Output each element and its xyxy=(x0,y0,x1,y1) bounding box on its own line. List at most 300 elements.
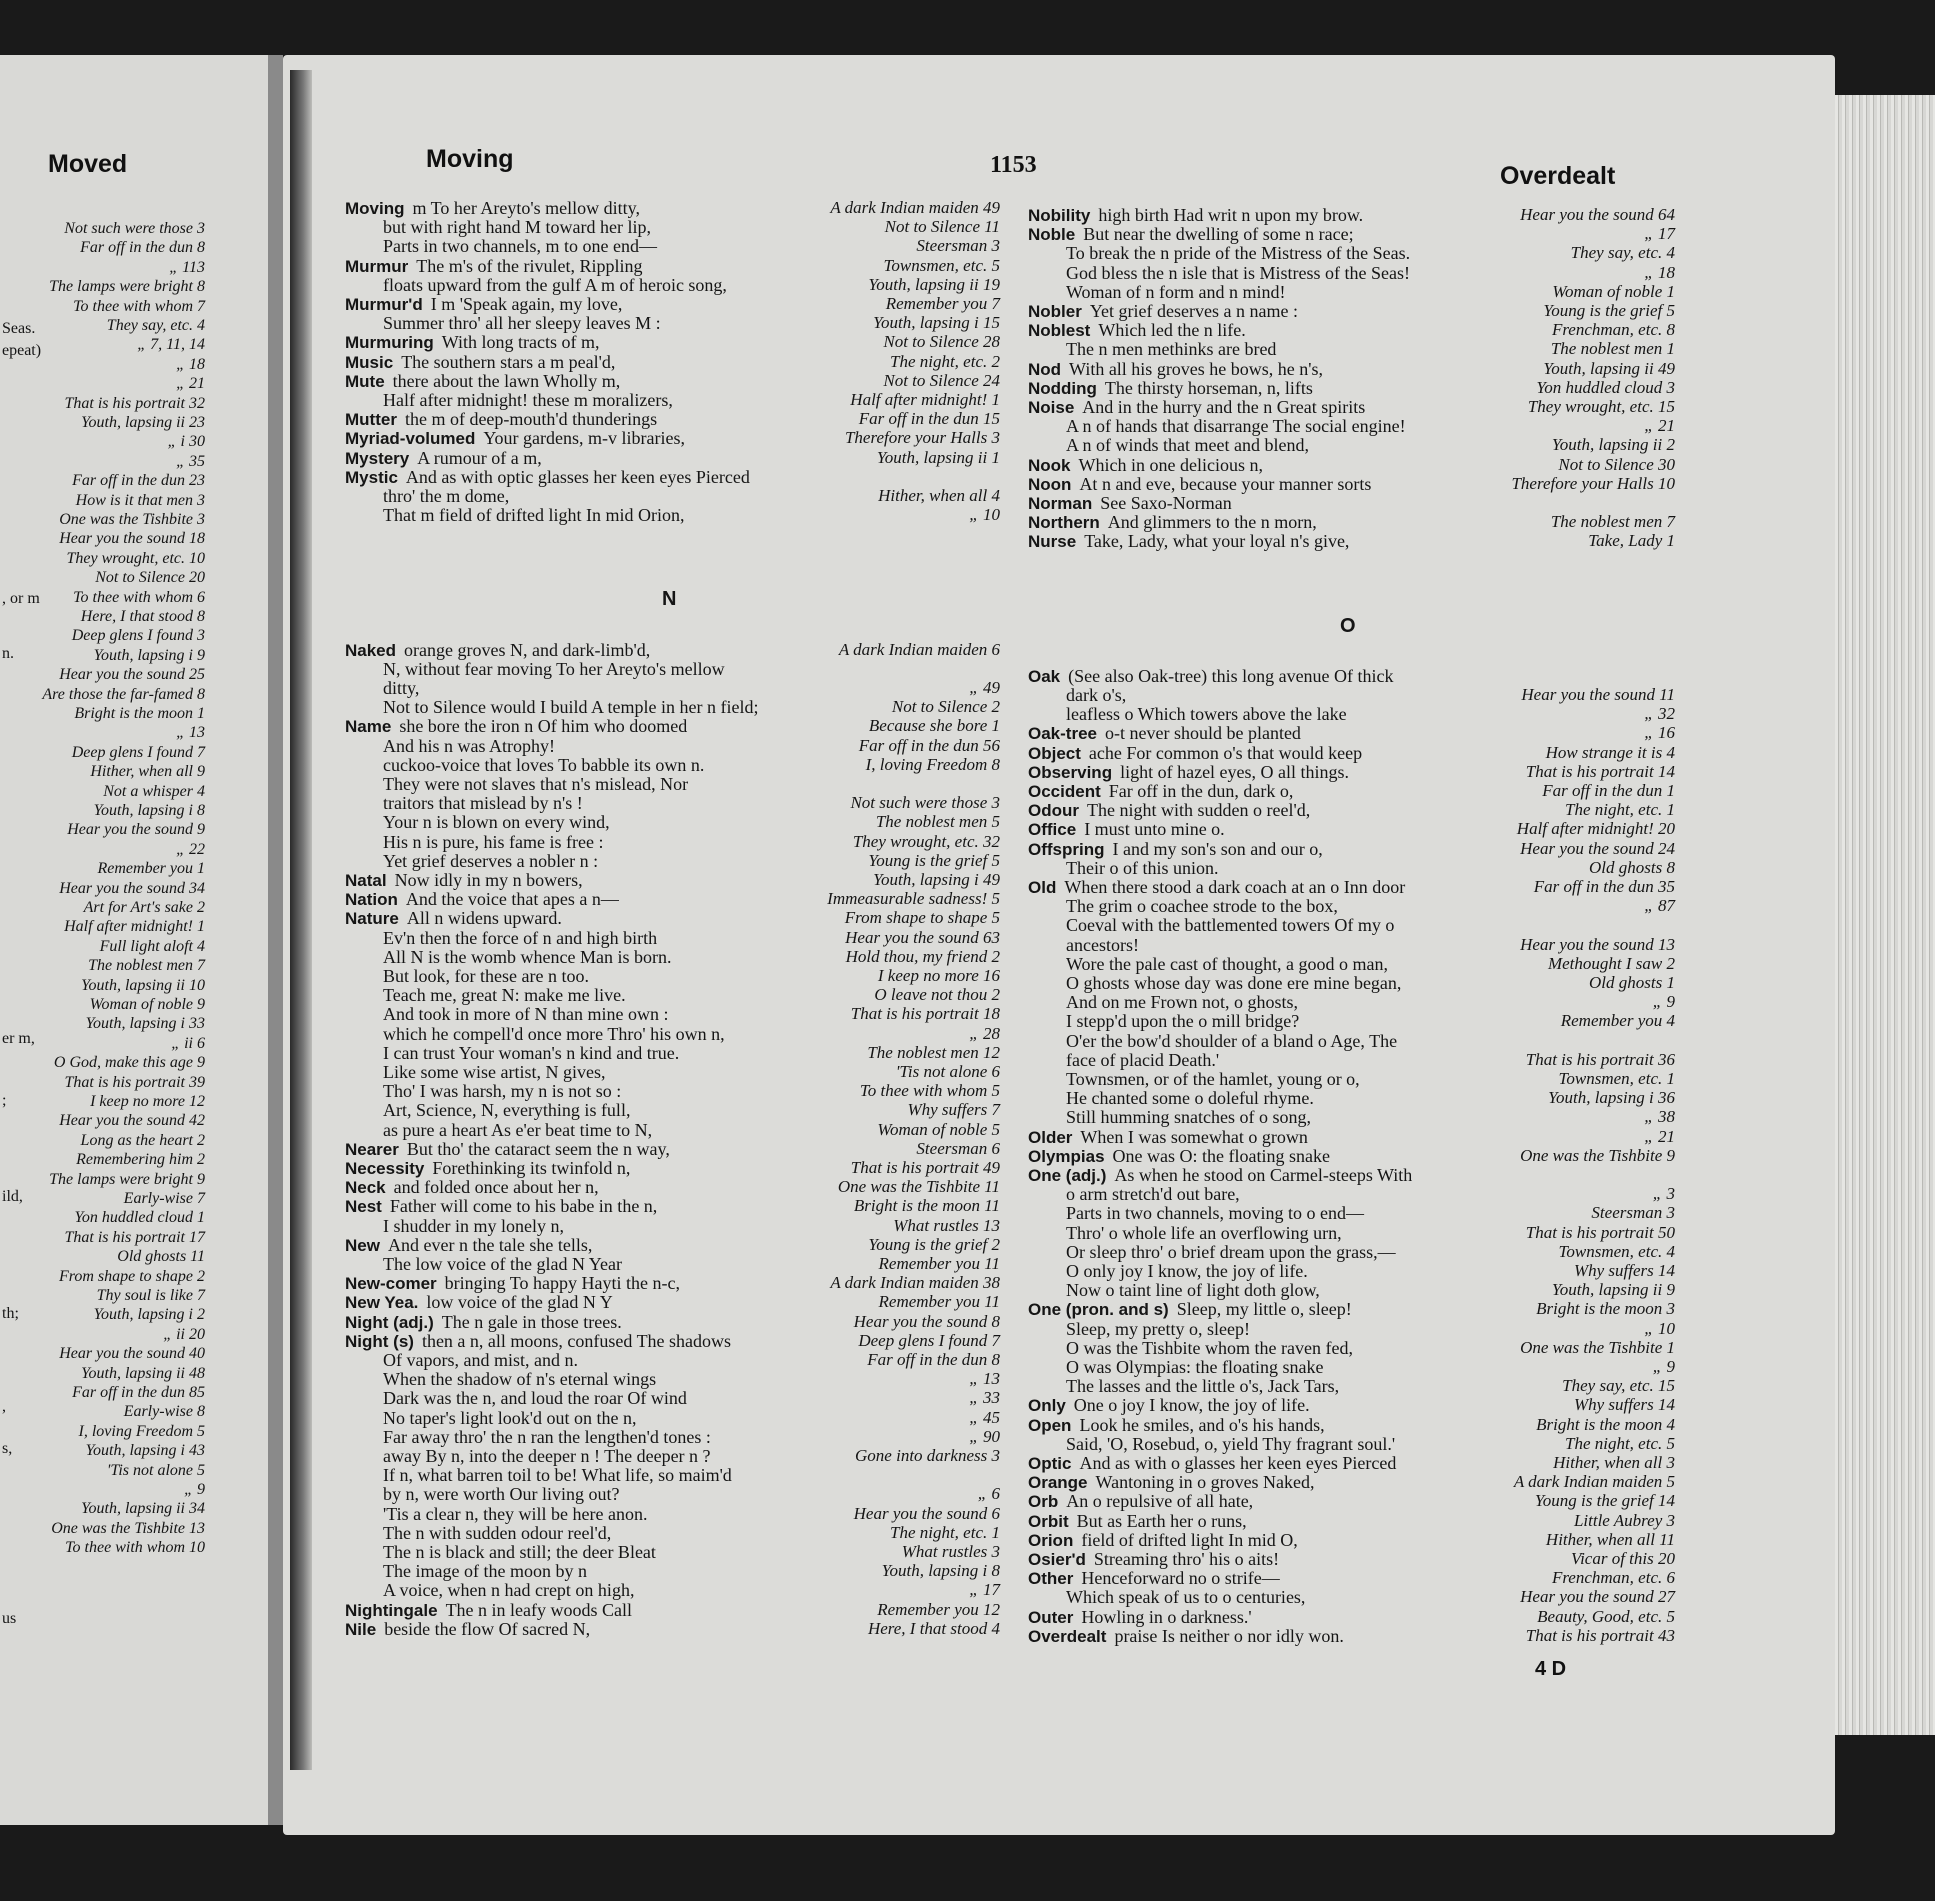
quotation: Look he smiles, and o's his hands, xyxy=(1079,1414,1325,1435)
poem-reference: Youth, lapsing i 8 xyxy=(881,1561,1000,1581)
poem-reference: „ 13 xyxy=(969,1369,1000,1389)
left-ref: Youth, lapsing ii 48 xyxy=(81,1364,205,1382)
quotation: No taper's light look'd out on the n, xyxy=(383,1407,637,1428)
left-ref: Youth, lapsing i 8 xyxy=(93,802,205,819)
poem-reference: „ 21 xyxy=(1644,416,1675,436)
headword: Mystic xyxy=(345,467,398,487)
index-line xyxy=(383,217,651,237)
headword: Orb xyxy=(1028,1492,1059,1512)
left-ref: Thy soul is like 7 xyxy=(96,1287,205,1304)
left-ref: Not to Silence 20 xyxy=(95,569,205,587)
quotation: The lasses and the little o's, Jack Tars, xyxy=(1066,1376,1340,1397)
index-line xyxy=(383,1388,687,1408)
poem-reference: Not to Silence 30 xyxy=(1558,454,1675,474)
quotation: Father will come to his babe in the n, xyxy=(389,1196,658,1217)
headword: Myriad-volumed xyxy=(345,429,476,449)
poem-reference: „ 38 xyxy=(1644,1107,1675,1127)
book-spine xyxy=(290,70,312,1770)
headword: Nobler xyxy=(1028,302,1082,321)
index-line xyxy=(383,812,610,832)
quotation: (See also Oak-tree) this long avenue Of thick xyxy=(1068,665,1394,686)
index-line xyxy=(1028,378,1313,398)
headword: Outer xyxy=(1028,1607,1074,1627)
quotation: Streaming thro' his o aits! xyxy=(1093,1549,1280,1569)
quotation: And the voice that apes a n— xyxy=(405,889,619,910)
index-line xyxy=(1066,435,1309,455)
index-line xyxy=(345,294,622,314)
index-line xyxy=(1066,1376,1339,1396)
poem-reference: Not to Silence 11 xyxy=(884,217,1000,237)
index-line xyxy=(383,851,598,871)
quotation: Said, 'O, Rosebud, o, yield Thy fragrant soul.' xyxy=(1066,1433,1396,1454)
poem-reference: One was the Tishbite 9 xyxy=(1520,1145,1675,1165)
index-line xyxy=(345,870,583,890)
quotation: Yet grief deserves a nobler n : xyxy=(383,850,599,871)
quotation: Take, Lady, what your loyal n's give, xyxy=(1084,531,1350,552)
quotation: o arm stretch'd out bare, xyxy=(1066,1184,1240,1205)
headword: Nodding xyxy=(1028,378,1097,398)
quotation: m To her Areyto's mellow ditty, xyxy=(412,198,640,218)
headword: Object xyxy=(1028,743,1081,763)
left-ref: Woman of noble 9 xyxy=(89,996,205,1013)
index-line xyxy=(1028,723,1301,743)
poem-reference: Therefore your Halls 10 xyxy=(1511,473,1675,493)
left-ref: The noblest men 7 xyxy=(88,957,205,975)
index-line xyxy=(345,1331,731,1351)
poem-reference: Half after midnight! 20 xyxy=(1516,819,1675,839)
headword: Nature xyxy=(345,909,399,929)
quotation: then a n, all moons, confused The shadows xyxy=(421,1330,732,1351)
poem-reference: Not to Silence 28 xyxy=(883,332,1000,352)
index-line xyxy=(345,467,750,487)
index-line xyxy=(1028,1415,1325,1435)
headword: Nod xyxy=(1028,359,1062,379)
poem-reference: Remember you 11 xyxy=(878,1254,1000,1273)
index-line xyxy=(1028,762,1349,782)
index-line xyxy=(345,1196,657,1216)
poem-reference: Youth, lapsing ii 1 xyxy=(876,447,1000,467)
poem-reference: Steersman 3 xyxy=(916,236,1000,256)
poem-reference: Gone into darkness 3 xyxy=(855,1446,1000,1465)
quotation: light of hazel eyes, O all things. xyxy=(1120,761,1350,782)
quotation: high birth Had writ n upon my brow. xyxy=(1098,205,1364,225)
index-line xyxy=(383,1561,587,1581)
quotation: leafless o Which towers above the lake xyxy=(1066,704,1347,725)
poem-reference: Far off in the dun 8 xyxy=(867,1350,1000,1369)
headword: Norman xyxy=(1028,494,1093,513)
index-line xyxy=(1028,743,1362,763)
quotation: But look, for these are n too. xyxy=(383,966,589,986)
quotation: When I was somewhat o grown xyxy=(1080,1126,1308,1147)
poem-reference: Therefore your Halls 3 xyxy=(844,428,1000,448)
headword: New-comer xyxy=(345,1274,437,1294)
index-line xyxy=(1066,858,1218,878)
headword: Moving xyxy=(345,199,405,218)
index-line xyxy=(1066,1203,1364,1223)
poem-reference: Youth, lapsing i 15 xyxy=(873,313,1000,333)
quotation: Which in one delicious n, xyxy=(1078,454,1263,475)
quotation: I m 'Speak again, my love, xyxy=(430,294,623,314)
index-line xyxy=(1066,339,1276,359)
quotation: A rumour of a m, xyxy=(417,447,542,468)
quotation: Tho' I was harsh, my n is not so : xyxy=(383,1081,622,1102)
poem-reference: That is his portrait 36 xyxy=(1525,1049,1675,1069)
index-line xyxy=(1028,877,1405,897)
left-fragment: , xyxy=(2,1398,6,1415)
quotation: Your n is blown on every wind, xyxy=(383,812,610,833)
left-ref: Bright is the moon 1 xyxy=(74,705,205,722)
headword: Mystery xyxy=(345,448,410,468)
headword: One (pron. and s) xyxy=(1028,1300,1169,1320)
poem-reference: Remember you 11 xyxy=(878,1292,1000,1312)
headword: Noise xyxy=(1028,398,1075,417)
quotation: Summer thro' all her sleepy leaves M : xyxy=(383,313,661,334)
poem-reference: That is his portrait 18 xyxy=(850,1004,1000,1024)
poem-reference: Why suffers 14 xyxy=(1573,1261,1675,1280)
poem-reference: The night, etc. 1 xyxy=(1564,800,1675,820)
quotation: Sleep, my pretty o, sleep! xyxy=(1066,1318,1250,1339)
left-fragment: Seas. xyxy=(2,320,36,337)
left-ref: Not a whisper 4 xyxy=(103,782,205,800)
index-line xyxy=(345,371,620,391)
poem-reference: A dark Indian maiden 38 xyxy=(830,1273,1000,1293)
left-ref: „ 22 xyxy=(176,840,205,858)
headword: Oak-tree xyxy=(1028,724,1097,744)
index-line xyxy=(1066,243,1410,263)
left-ref: Remembering him 2 xyxy=(76,1151,205,1169)
poem-reference: One was the Tishbite 11 xyxy=(837,1177,1000,1197)
poem-reference: Far off in the dun 1 xyxy=(1542,781,1675,800)
poem-reference: Young is the grief 14 xyxy=(1534,1491,1675,1511)
index-line xyxy=(1066,915,1394,935)
quotation: An o repulsive of all hate, xyxy=(1066,1491,1254,1512)
quotation: Henceforward no o strife— xyxy=(1081,1568,1280,1589)
poem-reference: „ 28 xyxy=(969,1023,1000,1043)
poem-reference: Vicar of this 20 xyxy=(1570,1549,1675,1568)
left-ref: „ 7, 11, 14 xyxy=(137,336,205,354)
quotation: O was the Tishbite whom the raven fed, xyxy=(1066,1337,1353,1358)
left-ref: Not such were those 3 xyxy=(64,220,205,237)
index-line xyxy=(1028,320,1246,340)
quotation: o-t never should be planted xyxy=(1104,723,1301,744)
index-line xyxy=(345,1139,670,1159)
left-ref: One was the Tishbite 13 xyxy=(51,1519,205,1537)
quotation: as pure a heart As e'er beat time to N, xyxy=(383,1119,653,1140)
left-ref: Hither, when all 9 xyxy=(90,763,205,781)
headword: Occident xyxy=(1028,782,1101,801)
page-edges xyxy=(1835,95,1935,1735)
index-line xyxy=(1028,359,1323,379)
left-ref: Here, I that stood 8 xyxy=(80,608,205,625)
index-line xyxy=(1028,781,1293,801)
index-line xyxy=(1028,1530,1298,1550)
poem-reference: The night, etc. 2 xyxy=(889,351,1000,371)
quotation: Which speak of us to o centuries, xyxy=(1066,1587,1306,1608)
left-ref: The lamps were bright 9 xyxy=(49,1170,205,1188)
index-line xyxy=(383,1408,636,1428)
left-ref: To thee with whom 6 xyxy=(73,588,205,606)
poem-reference: One was the Tishbite 1 xyxy=(1520,1337,1675,1357)
poem-reference: A dark Indian maiden 49 xyxy=(830,198,1000,217)
quotation: Now o taint line of light doth glow, xyxy=(1066,1280,1320,1301)
index-line xyxy=(383,678,419,698)
index-line xyxy=(345,1273,680,1293)
left-ref: Youth, lapsing ii 23 xyxy=(81,414,205,431)
index-line xyxy=(383,1100,630,1120)
poem-reference: What rustles 13 xyxy=(893,1215,1000,1235)
left-ref: To thee with whom 7 xyxy=(73,297,205,315)
poem-reference: How strange it is 4 xyxy=(1545,742,1675,762)
index-line xyxy=(383,1254,622,1274)
index-line xyxy=(1066,992,1298,1012)
index-line xyxy=(1066,1261,1308,1281)
quotation: Like some wise artist, N gives, xyxy=(383,1062,606,1082)
headword: Observing xyxy=(1028,762,1113,782)
quotation: floats upward from the gulf A m of heroic song, xyxy=(383,274,727,295)
index-line xyxy=(1066,1357,1323,1377)
headword: Orion xyxy=(1028,1530,1074,1550)
left-ref: Hear you the sound 9 xyxy=(67,821,205,839)
index-line xyxy=(383,1120,652,1140)
quotation: Your gardens, m-v libraries, xyxy=(483,428,685,449)
poem-reference: Townsmen, etc. 4 xyxy=(1558,1241,1675,1261)
poem-reference: „ 16 xyxy=(1644,723,1675,743)
poem-reference: Not to Silence 2 xyxy=(891,697,1000,717)
index-line xyxy=(1066,973,1401,993)
index-line xyxy=(345,1312,622,1332)
index-line xyxy=(345,716,687,736)
index-line xyxy=(1028,800,1310,820)
left-ref: Youth, lapsing i 2 xyxy=(93,1306,205,1324)
headword: Nook xyxy=(1028,455,1071,475)
left-ref: I keep no more 12 xyxy=(90,1093,205,1110)
index-line xyxy=(345,1158,630,1178)
index-line xyxy=(383,313,661,333)
left-ref: That is his portrait 39 xyxy=(64,1073,205,1091)
left-fragment: ; xyxy=(2,1092,7,1109)
left-ref: „ 18 xyxy=(176,355,205,373)
quotation: A voice, when n had crept on high, xyxy=(383,1580,635,1601)
poem-reference: Remember you 7 xyxy=(885,294,1000,313)
poem-reference: Youth, lapsing ii 2 xyxy=(1551,435,1675,455)
poem-reference: They wrought, etc. 32 xyxy=(852,831,1000,851)
index-line xyxy=(1028,1491,1253,1511)
index-line xyxy=(383,1542,656,1562)
quotation: The n gale in those trees. xyxy=(441,1311,622,1332)
index-line xyxy=(1066,685,1126,705)
quotation: bringing To happy Hayti the n-c, xyxy=(444,1273,681,1294)
poem-reference: Immeasurable sadness! 5 xyxy=(827,889,1000,909)
poem-reference: Youth, lapsing i 49 xyxy=(873,870,1000,889)
index-line xyxy=(383,774,688,794)
poem-reference: Hear you the sound 13 xyxy=(1520,934,1675,954)
left-ref: From shape to shape 2 xyxy=(58,1267,205,1285)
quotation: O was Olympias: the floating snake xyxy=(1066,1357,1324,1377)
index-line xyxy=(1028,397,1365,417)
index-line xyxy=(1028,666,1394,686)
quotation: Forethinking its twinfold n, xyxy=(432,1158,631,1178)
quotation: That m field of drifted light In mid Orion, xyxy=(383,505,685,526)
index-line xyxy=(383,793,583,813)
poem-reference: Bright is the moon 3 xyxy=(1536,1299,1675,1319)
quotation: N, without fear moving To her Areyto's mellow xyxy=(383,658,725,679)
index-line xyxy=(383,832,603,852)
index-line xyxy=(1028,1395,1310,1415)
poem-reference: Far off in the dun 15 xyxy=(858,409,1000,429)
index-line xyxy=(1066,954,1388,974)
poem-reference: „ 32 xyxy=(1644,704,1675,724)
index-line xyxy=(1066,896,1338,916)
quotation: He chanted some o doleful rhyme. xyxy=(1066,1088,1314,1109)
index-line xyxy=(1066,1338,1353,1358)
left-fragment: th; xyxy=(2,1305,19,1322)
headword: New Yea. xyxy=(345,1293,419,1313)
poem-reference: Deep glens I found 7 xyxy=(858,1330,1000,1350)
headword: Murmur xyxy=(345,256,409,276)
left-ref: Long as the heart 2 xyxy=(80,1131,205,1149)
index-line xyxy=(1066,1434,1395,1454)
poem-reference: The noblest men 1 xyxy=(1550,339,1675,359)
quotation: The image of the moon by n xyxy=(383,1561,587,1582)
poem-reference: Take, Lady 1 xyxy=(1588,531,1675,551)
quotation: To break the n pride of the Mistress of the Seas. xyxy=(1066,243,1411,264)
index-line xyxy=(345,428,685,448)
index-line xyxy=(383,736,555,756)
left-ref: That is his portrait 17 xyxy=(64,1228,205,1246)
index-line xyxy=(1028,1568,1280,1588)
index-line xyxy=(383,985,626,1005)
poem-reference: That is his portrait 49 xyxy=(850,1158,1000,1177)
quotation: away By n, into the deeper n ! The deeper n ? xyxy=(383,1446,711,1466)
quotation: Art, Science, N, everything is full, xyxy=(383,1100,631,1121)
index-line xyxy=(345,640,650,660)
headword: Nearer xyxy=(345,1139,399,1159)
headword: Orbit xyxy=(1028,1511,1069,1531)
quotation: Townsmen, or of the hamlet, young or o, xyxy=(1066,1069,1360,1089)
poem-reference: Remember you 4 xyxy=(1560,1011,1675,1031)
headword: Music xyxy=(345,352,394,372)
quotation: Far away thro' the n ran the lengthen'd tones : xyxy=(383,1426,711,1447)
index-line xyxy=(383,1216,564,1236)
index-line xyxy=(383,1369,656,1389)
index-line xyxy=(1028,1299,1352,1319)
headword: Nest xyxy=(345,1197,382,1217)
index-line xyxy=(1028,1146,1330,1166)
left-fragment: s, xyxy=(2,1440,13,1457)
poem-reference: Hear you the sound 27 xyxy=(1520,1587,1675,1607)
quotation: and folded once about her n, xyxy=(393,1177,599,1198)
index-line xyxy=(383,1024,725,1044)
poem-reference: Not to Silence 24 xyxy=(883,370,1000,390)
headword: Odour xyxy=(1028,801,1079,821)
poem-reference: „ 45 xyxy=(969,1407,1000,1427)
index-line xyxy=(1028,819,1225,839)
quotation: And glimmers to the n morn, xyxy=(1107,512,1317,533)
quotation: I shudder in my lonely n, xyxy=(383,1215,564,1236)
headword: Mutter xyxy=(345,410,397,430)
quotation: praise Is neither o nor idly won. xyxy=(1114,1625,1344,1646)
left-ref: Hear you the sound 18 xyxy=(59,530,205,548)
quotation: Which led the n life. xyxy=(1098,320,1246,341)
quotation: the m of deep-mouth'd thunderings xyxy=(404,409,658,430)
poem-reference: „ 17 xyxy=(1644,224,1675,244)
index-line xyxy=(1028,1626,1344,1646)
section-letter-n: N xyxy=(662,588,677,610)
left-ref: Old ghosts 11 xyxy=(117,1248,205,1266)
index-line xyxy=(1028,493,1232,513)
index-line xyxy=(1028,1607,1252,1627)
headword: Oak xyxy=(1028,666,1061,686)
left-ref: Hear you the sound 34 xyxy=(59,879,205,897)
left-fragment: n. xyxy=(2,645,14,662)
poem-reference: Old ghosts 1 xyxy=(1589,973,1675,992)
quotation: With long tracts of m, xyxy=(441,332,600,353)
quotation: Wantoning in o groves Naked, xyxy=(1095,1472,1315,1493)
poem-reference: Remember you 12 xyxy=(877,1599,1000,1619)
index-line xyxy=(383,1062,605,1082)
poem-reference: Hither, when all 4 xyxy=(878,486,1000,505)
index-line xyxy=(1066,282,1286,302)
quotation: Woman of n form and n mind! xyxy=(1066,281,1286,302)
poem-reference: The noblest men 12 xyxy=(867,1042,1000,1062)
quotation: And as with optic glasses her keen eyes Pierced xyxy=(405,466,750,487)
poem-reference: Far off in the dun 56 xyxy=(858,735,1000,755)
index-line xyxy=(1028,455,1263,475)
quotation: The n men methinks are bred xyxy=(1066,339,1277,360)
index-line xyxy=(1066,416,1406,436)
poem-reference: Youth, lapsing ii 9 xyxy=(1551,1280,1675,1300)
poem-reference: „ 18 xyxy=(1644,262,1675,282)
page-gutter xyxy=(268,55,283,1825)
poem-reference: Old ghosts 8 xyxy=(1589,857,1675,877)
index-line xyxy=(383,928,657,948)
quotation: dark o's, xyxy=(1066,685,1127,705)
index-line xyxy=(383,1504,648,1524)
left-ref: To thee with whom 10 xyxy=(65,1539,205,1557)
index-line xyxy=(383,1043,679,1063)
headword: Only xyxy=(1028,1396,1066,1416)
poem-reference: „ 9 xyxy=(1652,992,1675,1012)
index-line xyxy=(383,1484,619,1504)
left-fragment: er m, xyxy=(2,1030,35,1047)
poem-reference: Hear you the sound 6 xyxy=(853,1503,1000,1523)
index-line xyxy=(383,659,725,679)
poem-reference: Hear you the sound 63 xyxy=(845,927,1000,947)
left-ref: Art for Art's sake 2 xyxy=(83,899,205,916)
quotation: Howling in o darkness.' xyxy=(1081,1606,1252,1627)
poem-reference: Hear you the sound 8 xyxy=(853,1311,1000,1331)
poem-reference: Why suffers 14 xyxy=(1573,1395,1675,1415)
left-fragment: ild, xyxy=(2,1188,23,1205)
quotation: They were not slaves that n's mislead, Nor xyxy=(383,774,689,794)
poem-reference: Steersman 6 xyxy=(916,1138,1000,1158)
quotation: The low voice of the glad N Year xyxy=(383,1254,622,1274)
poem-reference: „ 33 xyxy=(969,1388,1000,1408)
quotation: With all his groves he bows, he n's, xyxy=(1069,358,1324,379)
quotation: But tho' the cataract seem the n way, xyxy=(406,1138,670,1159)
quotation: there about the lawn Wholly m, xyxy=(392,370,621,391)
index-line xyxy=(383,1446,711,1466)
poem-reference: Hear you the sound 64 xyxy=(1520,205,1675,224)
left-ref: That is his portrait 32 xyxy=(64,394,205,412)
index-line xyxy=(1066,1088,1314,1108)
headword: Optic xyxy=(1028,1454,1072,1473)
index-line xyxy=(383,486,509,506)
headword: Naked xyxy=(345,640,397,660)
left-ref: Remember you 1 xyxy=(97,860,205,878)
index-line xyxy=(383,275,727,295)
quotation: orange groves N, and dark-limb'd, xyxy=(404,639,651,660)
